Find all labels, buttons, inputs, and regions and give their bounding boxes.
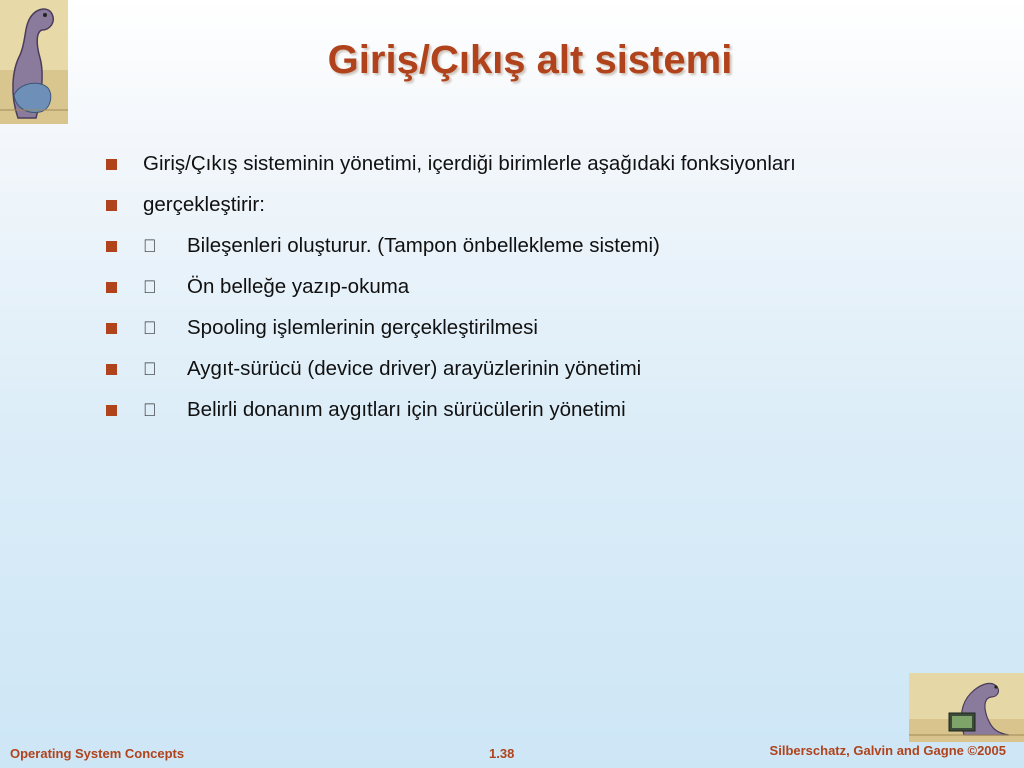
- square-bullet-icon: [106, 241, 117, 252]
- bullet-item: [106, 273, 866, 301]
- bullet-item: [106, 232, 866, 260]
- bullet-item: [106, 314, 866, 342]
- footer-authors: Silberschatz, Galvin and Gagne ©2005: [769, 743, 1006, 758]
- square-bullet-icon: [106, 364, 117, 375]
- bullet-text: Aygıt-sürücü (device driver) arayüzlerinin yönetimi: [187, 357, 642, 380]
- square-bullet-icon: [106, 200, 117, 211]
- square-bullet-icon: [106, 323, 117, 334]
- bullet-item: [106, 150, 866, 178]
- bullet-text: Giriş/Çıkış sisteminin yönetimi, içerdiği birimlerle aşağıdaki fonksiyonları: [143, 152, 796, 175]
- bullet-text: Ön belleğe yazıp-okuma: [187, 275, 410, 298]
- placeholder-glyph-icon: [143, 355, 187, 383]
- bullet-list: [106, 150, 866, 437]
- dinosaur-laptop-icon: [909, 673, 1024, 742]
- bullet-item: [106, 396, 866, 424]
- bullet-item: [106, 191, 866, 219]
- bullet-text: Belirli donanım aygıtları için sürücülerin yönetimi: [187, 398, 626, 421]
- square-bullet-icon: [106, 159, 117, 170]
- bullet-text: gerçekleştirir:: [143, 193, 265, 216]
- bullet-text: Spooling işlemlerinin gerçekleştirilmesi: [187, 316, 538, 339]
- footer-page-number: 1.38: [489, 746, 515, 761]
- bullet-item: [106, 355, 866, 383]
- square-bullet-icon: [106, 405, 117, 416]
- placeholder-glyph-icon: [143, 314, 187, 342]
- footer-book-title: Operating System Concepts: [10, 746, 185, 761]
- placeholder-glyph-icon: [143, 273, 187, 301]
- square-bullet-icon: [106, 282, 117, 293]
- slide-title: Giriş/Çıkış alt sistemi: [327, 38, 733, 82]
- placeholder-glyph-icon: [143, 232, 187, 260]
- bullet-text: Bileşenleri oluşturur. (Tampon önbellekleme sistemi): [187, 234, 660, 257]
- placeholder-glyph-icon: [143, 396, 187, 424]
